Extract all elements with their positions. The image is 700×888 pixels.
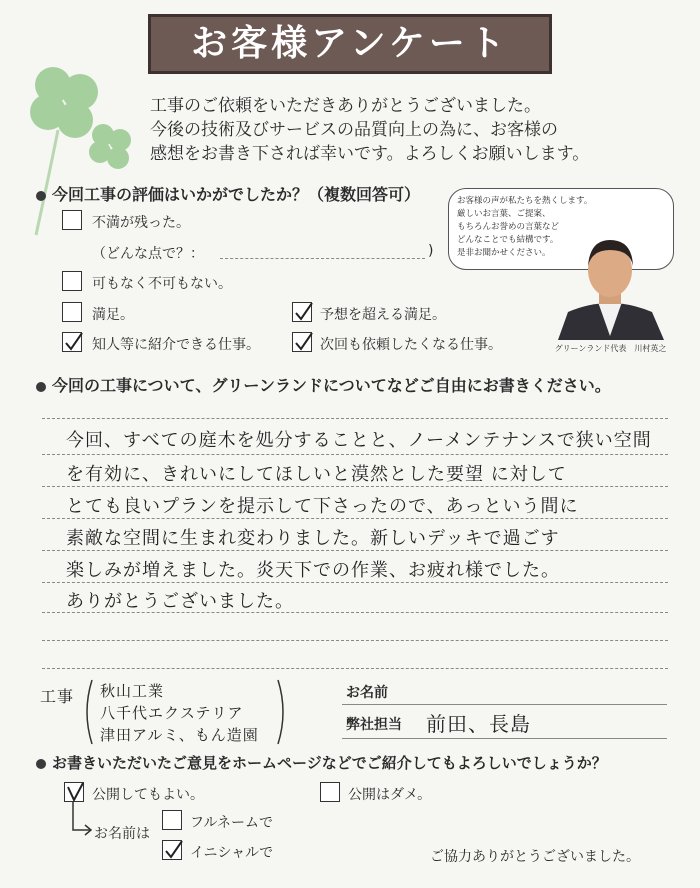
q1-heading	[36, 182, 420, 205]
bubble-line-1: お客様の声が私たちを熱くします。	[457, 196, 593, 206]
q3-label: お書きいただいたご意見をホームページなどでご紹介してもよろしいでしょうか？	[52, 754, 607, 772]
write-line	[42, 550, 668, 551]
option-initials: イニシャルで	[190, 845, 274, 861]
checkbox-initials[interactable]	[162, 840, 182, 860]
construction-label: 工事	[40, 687, 75, 706]
checkbox-introduce[interactable]	[62, 332, 82, 352]
checkbox-next-time[interactable]	[292, 332, 312, 352]
survey-title: お客様アンケート	[148, 14, 552, 74]
q3-heading	[36, 752, 607, 773]
checkbox-publish-no[interactable]	[320, 782, 340, 802]
paren-close: )	[428, 243, 434, 259]
write-line	[42, 486, 668, 487]
option-what-point: （どんな点で？：	[92, 246, 204, 262]
checkbox-satisfied[interactable]	[62, 302, 82, 322]
checkmark-icon	[293, 303, 313, 323]
checkbox-fullname[interactable]	[162, 810, 182, 830]
staff-line	[342, 738, 667, 739]
representative-photo	[550, 228, 670, 340]
checkbox-neutral[interactable]	[62, 271, 82, 291]
checkmark-icon	[163, 841, 183, 861]
bubble-line-5: 是非お聞かせください。	[457, 248, 551, 258]
write-line	[42, 418, 668, 419]
photo-caption: グリーンランド代表 川村英之	[554, 344, 667, 353]
intro-line-3: 感想をお書き下されば幸いです。よろしくお願いします。	[150, 144, 590, 164]
arrow-icon	[70, 802, 94, 836]
bubble-line-3: もちろんお誉めの言葉など	[457, 222, 560, 232]
write-line	[42, 640, 668, 641]
comment-line-3: とても良いプランを提示して下さったので、あっという間に	[66, 496, 579, 517]
q1-label: 今回工事の評価はいかがでしたか？（複数回答可）	[52, 185, 421, 204]
write-line	[42, 518, 668, 519]
comment-line-5: 楽しみが増えました。炎天下での作業、お疲れ様でした。	[66, 560, 560, 581]
q2-label: 今回の工事について、グリーンランドについてなどご自由にお書きください。	[52, 376, 611, 395]
comment-line-4: 素敵な空間に生まれ変わりました。新しいデッキで過ごす	[66, 528, 560, 549]
checkbox-publish-ok[interactable]	[64, 782, 84, 802]
checkbox-dissatisfied[interactable]	[62, 210, 82, 230]
option-publish-ok: 公開してもよい。	[92, 787, 204, 803]
option-publish-no: 公開はダメ。	[348, 787, 432, 803]
name-line	[342, 704, 667, 705]
company-3: 津田アルミ、もん造園	[100, 726, 259, 744]
option-dissatisfied: 不満が残った。	[92, 215, 190, 231]
bullet-icon	[36, 191, 46, 201]
option-exceeded: 予想を超える満足。	[320, 307, 446, 323]
option-fullname: フルネームで	[190, 815, 274, 831]
write-line	[42, 454, 668, 455]
thanks-text: ご協力ありがとうございました。	[430, 849, 640, 865]
checkmark-icon	[293, 333, 313, 353]
option-neutral: 可もなく不可もない。	[92, 276, 232, 292]
name-label: お名前	[346, 685, 388, 701]
intro-line-1: 工事のご依頼をいただきありがとうございました。	[150, 96, 541, 116]
checkmark-icon	[63, 333, 83, 353]
name-as-label: お名前は	[94, 826, 150, 842]
company-2: 八千代エクステリア	[100, 704, 244, 722]
comment-line-2: を有効に、きれいにしてほしいと漠然とした要望 に対して	[66, 464, 567, 485]
write-line	[42, 668, 668, 669]
intro-line-2: 今後の技術及びサービスの品質向上の為に、お客様の	[150, 120, 558, 140]
company-1: 秋山工業	[100, 682, 165, 700]
bubble-line-2: 厳しいお言葉、ご提案、	[457, 209, 551, 219]
comment-line-1: 今回、すべての庭木を処分することと、ノーメンテナンスで狭い空間	[66, 430, 652, 451]
staff-label: 弊社担当	[346, 717, 402, 733]
option-introduce: 知人等に紹介できる仕事。	[92, 337, 260, 353]
comment-line-6: ありがとうございました。	[66, 591, 294, 612]
option-satisfied: 満足。	[92, 307, 134, 323]
bullet-icon	[36, 382, 46, 392]
bullet-icon	[36, 759, 46, 769]
staff-value: 前田、長島	[426, 712, 531, 736]
bubble-line-4: どんなことでも結構です。	[457, 235, 559, 245]
option-next-time: 次回も依頼したくなる仕事。	[320, 337, 502, 353]
checkmark-icon	[65, 783, 85, 803]
write-line	[42, 582, 668, 583]
checkbox-exceeded[interactable]	[292, 302, 312, 322]
q2-heading	[36, 373, 611, 396]
what-point-line	[220, 258, 425, 259]
